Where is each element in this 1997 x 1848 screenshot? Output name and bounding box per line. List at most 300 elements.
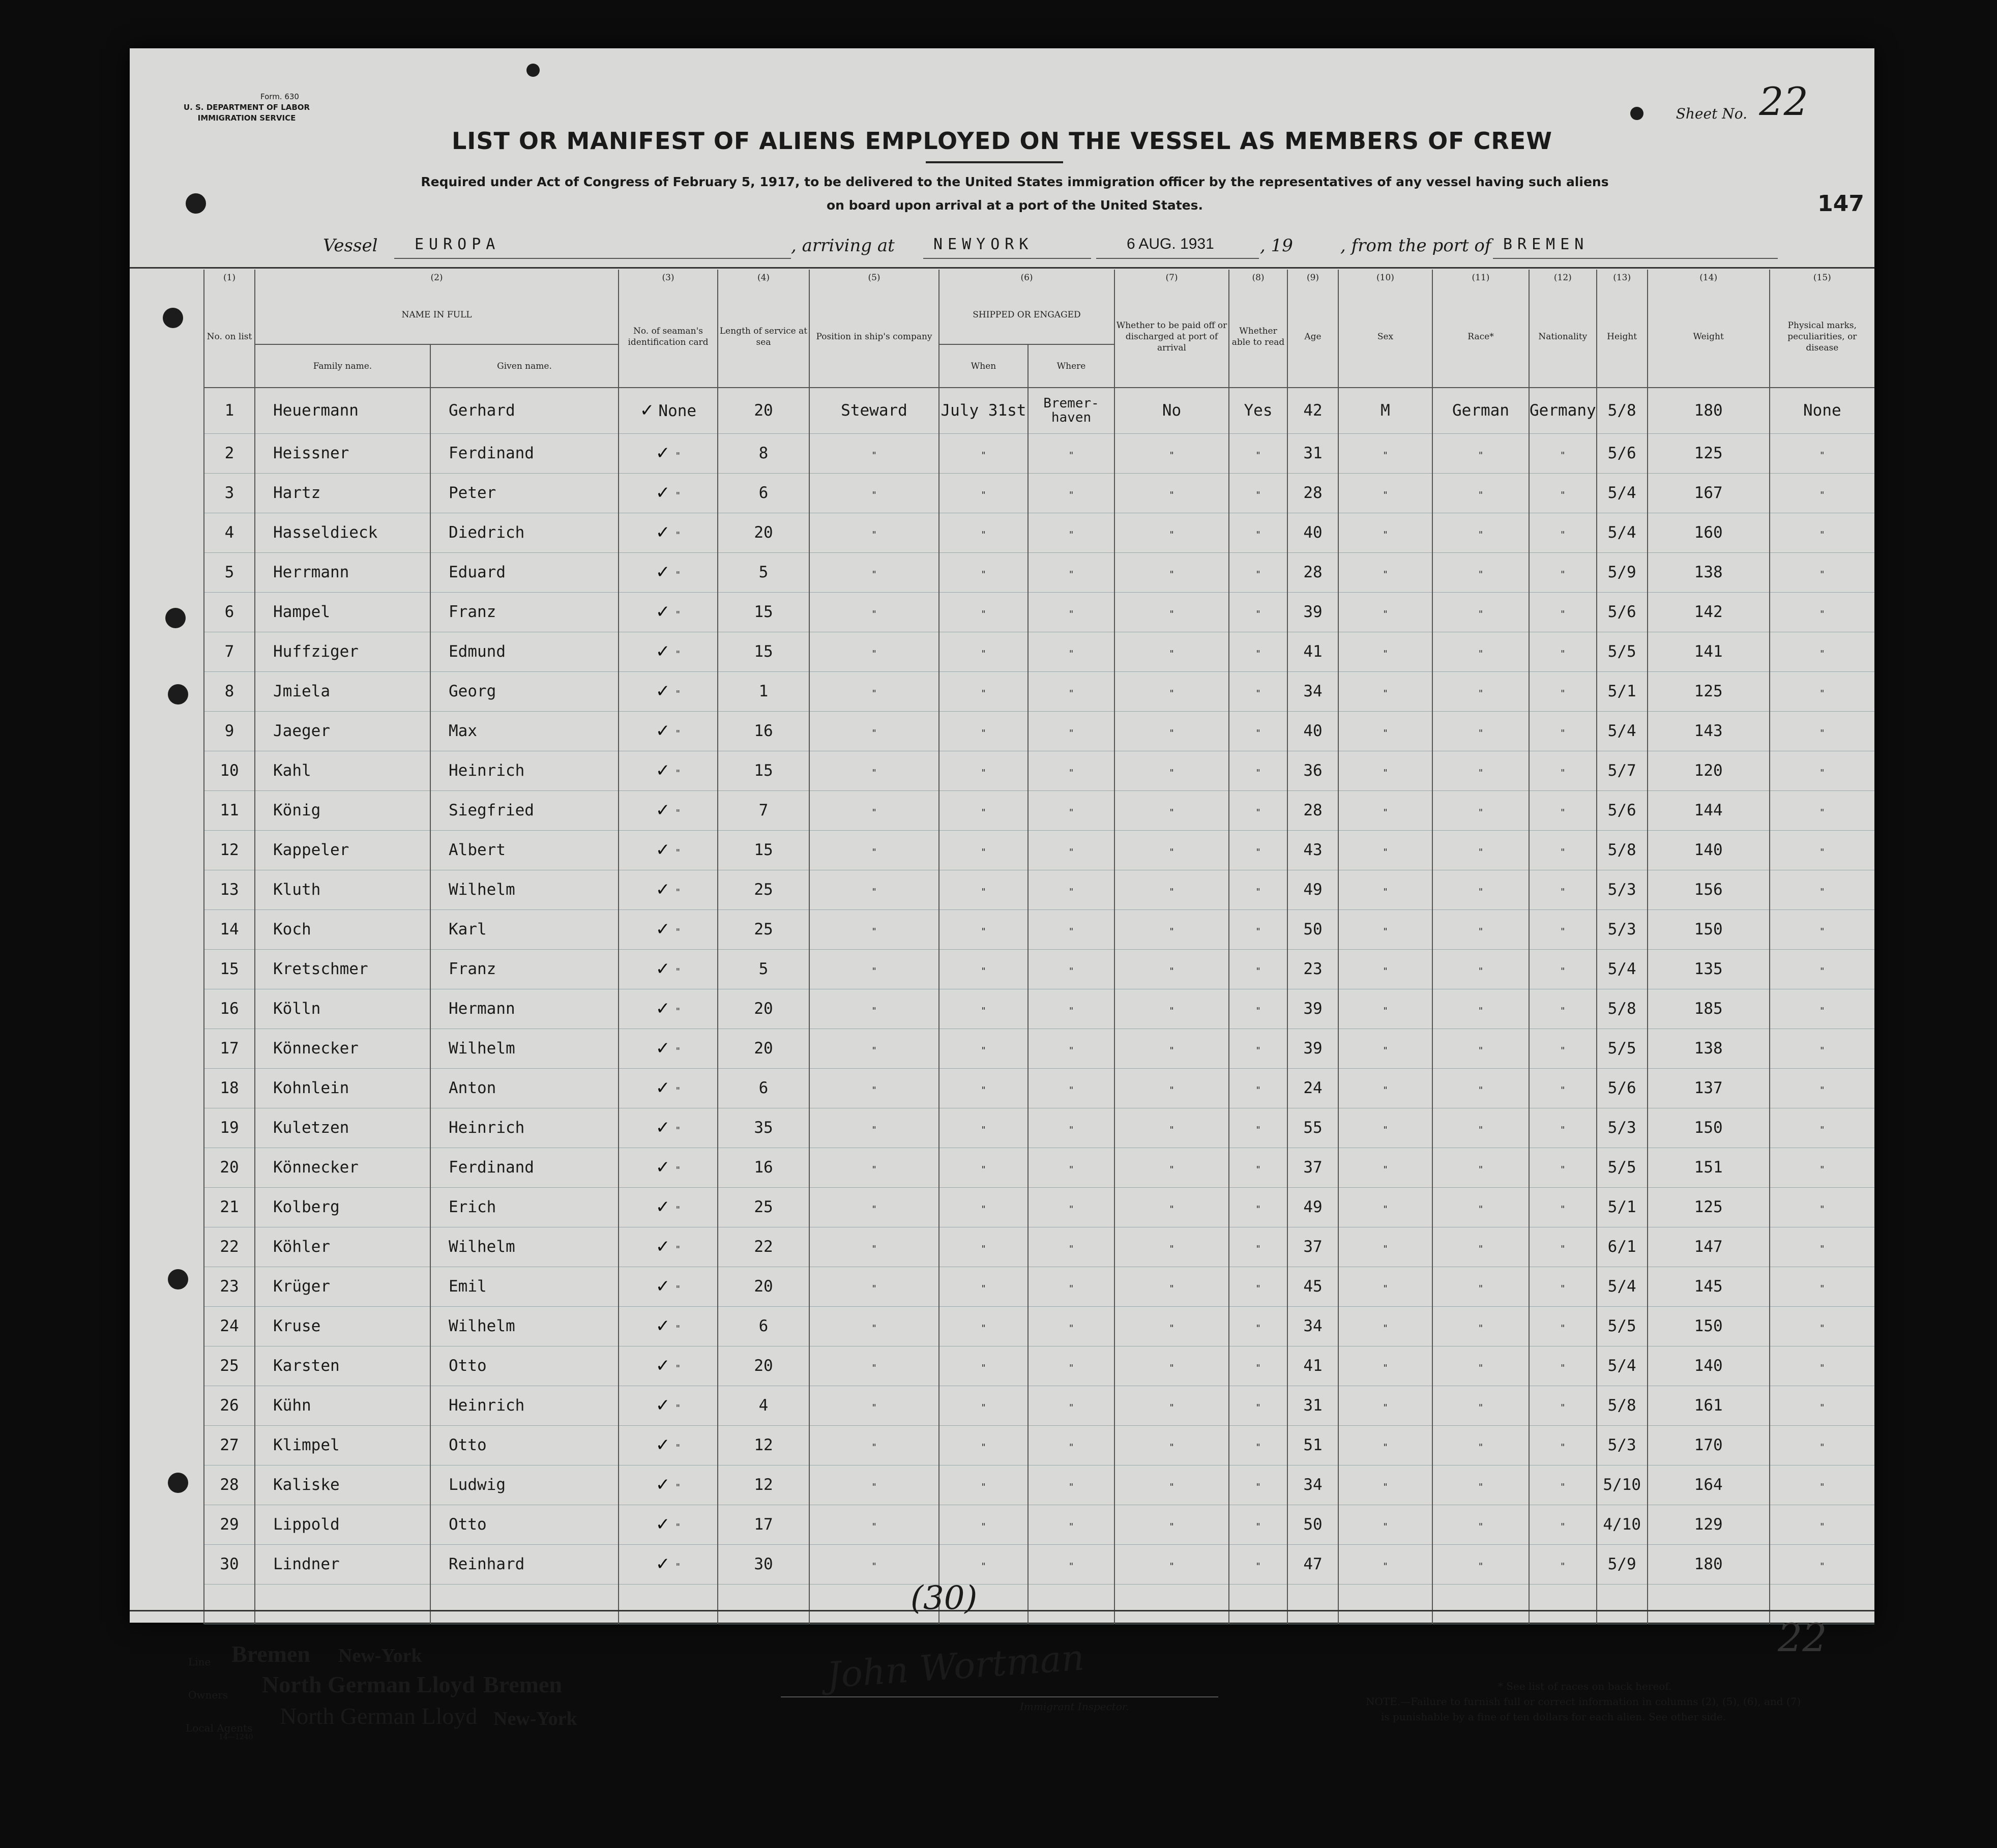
ditto-mark: " (981, 1085, 986, 1096)
age: 34 (1287, 671, 1338, 711)
family-name: Koch (255, 910, 430, 949)
ditto-mark: " (1560, 688, 1566, 699)
row-number: 14 (204, 910, 255, 949)
weight: 144 (1648, 790, 1770, 830)
length-service: 6 (718, 1068, 809, 1108)
sex (1338, 1386, 1432, 1425)
empty-cell (1432, 1584, 1529, 1624)
paid-off (1114, 1425, 1229, 1465)
paid-off: No (1114, 388, 1229, 433)
table-row (204, 1544, 1874, 1584)
empty-cell (1648, 1584, 1770, 1624)
shipped-where (1028, 513, 1114, 552)
sex (1338, 473, 1432, 513)
paid-off (1114, 1505, 1229, 1544)
weight: 142 (1648, 592, 1770, 632)
age: 39 (1287, 1029, 1338, 1068)
ditto-mark: " (871, 768, 877, 778)
side-number: 147 (1817, 191, 1864, 217)
paid-off (1114, 870, 1229, 910)
id-card (619, 1306, 718, 1346)
ditto-mark: " (1068, 887, 1074, 897)
age: 50 (1287, 1505, 1338, 1544)
ditto-mark: " (1478, 1045, 1484, 1056)
ditto-mark: " (981, 530, 986, 540)
shipped-where (1028, 1068, 1114, 1108)
ditto-mark: " (1169, 1164, 1174, 1175)
shipped-when (939, 1346, 1028, 1386)
checkmark-icon: ✓ (655, 1475, 670, 1495)
position (809, 1544, 939, 1584)
ditto-mark: " (1068, 1006, 1074, 1016)
physical-marks (1770, 751, 1874, 790)
nationality (1529, 1108, 1597, 1148)
ditto-mark: " (1169, 1442, 1174, 1453)
paid-off (1114, 1306, 1229, 1346)
ditto-mark: " (871, 1521, 877, 1532)
ditto-mark: " (1560, 966, 1566, 977)
ditto-mark: " (871, 1006, 877, 1016)
race (1432, 1029, 1529, 1068)
sex (1338, 552, 1432, 592)
able-read (1229, 1346, 1287, 1386)
able-read (1229, 1306, 1287, 1346)
ditto-mark: " (1169, 887, 1174, 897)
length-service: 15 (718, 632, 809, 671)
header-height: Height (1597, 286, 1648, 388)
row-number: 11 (204, 790, 255, 830)
header-no-on-list: No. on list (204, 286, 255, 388)
ditto-mark: " (1255, 1363, 1261, 1373)
sex (1338, 1425, 1432, 1465)
able-read (1229, 830, 1287, 870)
position (809, 910, 939, 949)
race (1432, 1068, 1529, 1108)
nationality (1529, 1465, 1597, 1505)
able-read (1229, 949, 1287, 989)
ditto-mark: " (1478, 1323, 1484, 1334)
able-read: Yes (1229, 388, 1287, 433)
ditto-mark: " (1478, 1442, 1484, 1453)
ditto-mark: " (1819, 966, 1825, 977)
ditto-mark: " (871, 1125, 877, 1135)
note-races: * See list of races on back hereof. (1498, 1680, 1672, 1692)
height: 6/1 (1597, 1227, 1648, 1267)
id-card (619, 790, 718, 830)
able-read (1229, 989, 1287, 1029)
physical-marks (1770, 1346, 1874, 1386)
paid-off (1114, 1346, 1229, 1386)
table-row (204, 1425, 1874, 1465)
ditto-mark: " (1068, 450, 1074, 461)
ditto-mark: " (1478, 1521, 1484, 1532)
ditto-mark: " (1169, 807, 1174, 818)
weight: 138 (1648, 1029, 1770, 1068)
height: 5/1 (1597, 671, 1648, 711)
crew-count: (30) (911, 1579, 978, 1617)
able-read (1229, 552, 1287, 592)
table-row (204, 1108, 1874, 1148)
given-name: Siegfried (430, 790, 619, 830)
ditto-mark: " (1383, 530, 1388, 540)
given-name: Franz (430, 592, 619, 632)
paid-off (1114, 671, 1229, 711)
height: 5/4 (1597, 513, 1648, 552)
physical-marks (1770, 513, 1874, 552)
given-name: Heinrich (430, 751, 619, 790)
nationality (1529, 830, 1597, 870)
age: 31 (1287, 433, 1338, 473)
empty-cell (1229, 1584, 1287, 1624)
ditto-mark: " (1560, 1442, 1566, 1453)
age: 43 (1287, 830, 1338, 870)
ditto-mark: " (981, 1323, 986, 1334)
race (1432, 949, 1529, 989)
id-card-value: None (658, 402, 697, 421)
empty-cell (204, 1584, 255, 1624)
vessel-name: EUROPA (415, 236, 501, 253)
length-service: 8 (718, 433, 809, 473)
sheet-number-value: 22 (1759, 79, 1808, 124)
ditto-mark: " (675, 570, 681, 580)
family-name: Heissner (255, 433, 430, 473)
nationality (1529, 1425, 1597, 1465)
ditto-mark: " (1819, 1244, 1825, 1254)
shipped-where (1028, 1306, 1114, 1346)
given-name: Edmund (430, 632, 619, 671)
ditto-mark: " (1819, 1363, 1825, 1373)
ditto-mark: " (1255, 530, 1261, 540)
weight: 140 (1648, 830, 1770, 870)
length-service: 15 (718, 751, 809, 790)
ditto-mark: " (1255, 768, 1261, 778)
row-number: 21 (204, 1187, 255, 1227)
header-nationality: Nationality (1529, 286, 1597, 388)
age: 37 (1287, 1227, 1338, 1267)
ditto-mark: " (1169, 1323, 1174, 1334)
ditto-mark: " (1819, 1402, 1825, 1413)
ditto-mark: " (1169, 649, 1174, 659)
ditto-mark: " (1478, 569, 1484, 580)
owners-value-1: North German Lloyd (262, 1671, 476, 1697)
position (809, 1187, 939, 1227)
ditto-mark: " (1255, 887, 1261, 897)
header-physical: Physical marks, peculiarities, or disease (1770, 286, 1874, 388)
table-row (204, 1465, 1874, 1505)
sex (1338, 989, 1432, 1029)
ditto-mark: " (1068, 688, 1074, 699)
shipped-where (1028, 1505, 1114, 1544)
shipped-when (939, 552, 1028, 592)
ditto-mark: " (1383, 688, 1388, 699)
checkmark-icon: ✓ (655, 1395, 670, 1416)
age: 28 (1287, 790, 1338, 830)
ditto-mark: " (1255, 1006, 1261, 1016)
sex (1338, 1148, 1432, 1187)
able-read (1229, 1386, 1287, 1425)
ditto-mark: " (1560, 450, 1566, 461)
race (1432, 473, 1529, 513)
ditto-mark: " (1169, 1521, 1174, 1532)
sex (1338, 1108, 1432, 1148)
table-row (204, 513, 1874, 552)
height: 5/1 (1597, 1187, 1648, 1227)
checkmark-icon: ✓ (655, 1038, 670, 1059)
position (809, 790, 939, 830)
checkmark-icon: ✓ (655, 602, 670, 622)
weight: 125 (1648, 433, 1770, 473)
ditto-mark: " (981, 649, 986, 659)
table-row (204, 751, 1874, 790)
ditto-mark: " (981, 1125, 986, 1135)
nationality (1529, 989, 1597, 1029)
sex (1338, 870, 1432, 910)
ditto-mark: " (1255, 728, 1261, 739)
length-service: 20 (718, 513, 809, 552)
id-card (619, 1346, 718, 1386)
ditto-mark: " (1169, 1085, 1174, 1096)
manifest-table-area (130, 270, 1874, 1612)
shipped-where (1028, 1187, 1114, 1227)
ditto-mark: " (1255, 1521, 1261, 1532)
race (1432, 1425, 1529, 1465)
ditto-mark: " (981, 1045, 986, 1056)
ditto-mark: " (675, 728, 681, 739)
shipped-where (1028, 1346, 1114, 1386)
ditto-mark: " (1560, 847, 1566, 858)
physical-marks (1770, 1544, 1874, 1584)
header-paid-off: Whether to be paid off or discharged at port of arrival (1114, 286, 1229, 388)
col-num-14: (14) (1648, 270, 1770, 286)
id-card (619, 592, 718, 632)
header-id-card: No. of seaman's identification card (619, 286, 718, 388)
row-number: 24 (204, 1306, 255, 1346)
given-name: Reinhard (430, 1544, 619, 1584)
id-card (619, 1267, 718, 1306)
paid-off (1114, 473, 1229, 513)
owners-value-2: Bremen (483, 1671, 563, 1697)
ditto-mark: " (981, 1482, 986, 1492)
ditto-mark: " (675, 1562, 681, 1572)
sex (1338, 830, 1432, 870)
ditto-mark: " (1255, 1204, 1261, 1215)
ditto-mark: " (1383, 450, 1388, 461)
ditto-mark: " (1255, 1402, 1261, 1413)
ditto-mark: " (1255, 1164, 1261, 1175)
able-read (1229, 1108, 1287, 1148)
ditto-mark: " (1383, 1045, 1388, 1056)
ditto-mark: " (1819, 1045, 1825, 1056)
length-service: 4 (718, 1386, 809, 1425)
ditto-mark: " (1819, 768, 1825, 778)
ditto-mark: " (1383, 926, 1388, 937)
ditto-mark: " (981, 807, 986, 818)
family-name: Karsten (255, 1346, 430, 1386)
header-able-read: Whether able to read (1229, 286, 1287, 388)
ditto-mark: " (1819, 1204, 1825, 1215)
ditto-mark: " (1819, 569, 1825, 580)
family-name: König (255, 790, 430, 830)
ditto-mark: " (1383, 649, 1388, 659)
title-rule (926, 161, 1063, 163)
shipped-where (1028, 830, 1114, 870)
ditto-mark: " (1383, 966, 1388, 977)
ditto-mark: " (1169, 569, 1174, 580)
able-read (1229, 671, 1287, 711)
ditto-mark: " (1819, 1006, 1825, 1016)
manifest-rows (204, 388, 1874, 1624)
empty-cell (255, 1584, 430, 1624)
race (1432, 1148, 1529, 1187)
agents-value-2: New-York (493, 1708, 577, 1729)
ditto-mark: " (1383, 1402, 1388, 1413)
height: 5/5 (1597, 1306, 1648, 1346)
empty-cell (619, 1584, 718, 1624)
ditto-mark: " (1478, 768, 1484, 778)
height: 5/4 (1597, 473, 1648, 513)
line-label: Line (188, 1656, 211, 1668)
ditto-mark: " (1819, 450, 1825, 461)
footer-divider (130, 1610, 1874, 1611)
ditto-mark: " (1560, 1125, 1566, 1135)
position (809, 1505, 939, 1544)
ditto-mark: " (675, 1244, 681, 1255)
id-card (619, 910, 718, 949)
weight: 145 (1648, 1267, 1770, 1306)
from-port-label: , from the port of (1340, 236, 1491, 256)
ditto-mark: " (981, 1561, 986, 1572)
checkmark-icon: ✓ (655, 1435, 670, 1455)
length-service: 30 (718, 1544, 809, 1584)
table-row (204, 1187, 1874, 1227)
line-value-2: New-York (338, 1645, 422, 1666)
given-name: Albert (430, 830, 619, 870)
length-service: 12 (718, 1425, 809, 1465)
ditto-mark: " (1478, 1482, 1484, 1492)
table-row (204, 1505, 1874, 1544)
length-service: 5 (718, 552, 809, 592)
ditto-mark: " (871, 450, 877, 461)
ditto-mark: " (1383, 569, 1388, 580)
height: 5/6 (1597, 790, 1648, 830)
ditto-mark: " (1068, 1283, 1074, 1294)
shipped-where (1028, 1386, 1114, 1425)
race (1432, 1187, 1529, 1227)
ditto-mark: " (981, 1204, 986, 1215)
col-num-4: (4) (718, 270, 809, 286)
paid-off (1114, 910, 1229, 949)
race (1432, 513, 1529, 552)
sex (1338, 1187, 1432, 1227)
given-name: Max (430, 711, 619, 751)
length-service: 1 (718, 671, 809, 711)
position (809, 1068, 939, 1108)
paid-off (1114, 711, 1229, 751)
paid-off (1114, 751, 1229, 790)
paid-off (1114, 632, 1229, 671)
physical-marks (1770, 433, 1874, 473)
row-number: 20 (204, 1148, 255, 1187)
shipped-where (1028, 632, 1114, 671)
ditto-mark: " (1560, 530, 1566, 540)
ditto-mark: " (1169, 609, 1174, 620)
physical-marks (1770, 830, 1874, 870)
height: 5/4 (1597, 1267, 1648, 1306)
shipped-where (1028, 1267, 1114, 1306)
table-row (204, 592, 1874, 632)
id-card (619, 751, 718, 790)
given-name: Heinrich (430, 1386, 619, 1425)
family-name: Kolberg (255, 1187, 430, 1227)
ditto-mark: " (1068, 1442, 1074, 1453)
nationality (1529, 1029, 1597, 1068)
weight: 160 (1648, 513, 1770, 552)
paid-off (1114, 1187, 1229, 1227)
owners-label: Owners (188, 1689, 228, 1701)
paid-off (1114, 1267, 1229, 1306)
nationality: Germany (1529, 388, 1597, 433)
ditto-mark: " (1560, 1482, 1566, 1492)
weight: 125 (1648, 1187, 1770, 1227)
sex (1338, 1029, 1432, 1068)
given-name: Peter (430, 473, 619, 513)
physical-marks (1770, 1108, 1874, 1148)
punch-hole (526, 64, 540, 77)
nationality (1529, 949, 1597, 989)
given-name: Hermann (430, 989, 619, 1029)
ditto-mark: " (1169, 1402, 1174, 1413)
age: 39 (1287, 989, 1338, 1029)
ditto-mark: " (1383, 1521, 1388, 1532)
id-card (619, 513, 718, 552)
checkmark-icon: ✓ (655, 1118, 670, 1138)
ditto-mark: " (981, 966, 986, 977)
ditto-mark: " (1068, 609, 1074, 620)
checkmark-icon: ✓ (655, 800, 670, 820)
position (809, 1425, 939, 1465)
table-row (204, 711, 1874, 751)
given-name: Otto (430, 1505, 619, 1544)
family-name: Kluth (255, 870, 430, 910)
ditto-mark: " (1478, 807, 1484, 818)
row-number: 23 (204, 1267, 255, 1306)
checkmark-icon: ✓ (655, 760, 670, 781)
ditto-mark: " (871, 807, 877, 818)
sex (1338, 790, 1432, 830)
weight: 170 (1648, 1425, 1770, 1465)
length-service: 25 (718, 870, 809, 910)
id-card (619, 949, 718, 989)
ditto-mark: " (981, 847, 986, 858)
nationality (1529, 870, 1597, 910)
shipped-where (1028, 1108, 1114, 1148)
ditto-mark: " (1169, 1006, 1174, 1016)
paid-off (1114, 513, 1229, 552)
physical-marks (1770, 1425, 1874, 1465)
ditto-mark: " (1068, 926, 1074, 937)
height: 5/8 (1597, 989, 1648, 1029)
ditto-mark: " (1383, 1164, 1388, 1175)
position (809, 711, 939, 751)
ditto-mark: " (871, 609, 877, 620)
table-row (204, 552, 1874, 592)
header-name-in-full: NAME IN FULL (255, 286, 619, 344)
nationality (1529, 671, 1597, 711)
ditto-mark: " (1383, 887, 1388, 897)
ditto-mark: " (1255, 847, 1261, 858)
ditto-mark: " (675, 1324, 681, 1334)
row-number: 10 (204, 751, 255, 790)
